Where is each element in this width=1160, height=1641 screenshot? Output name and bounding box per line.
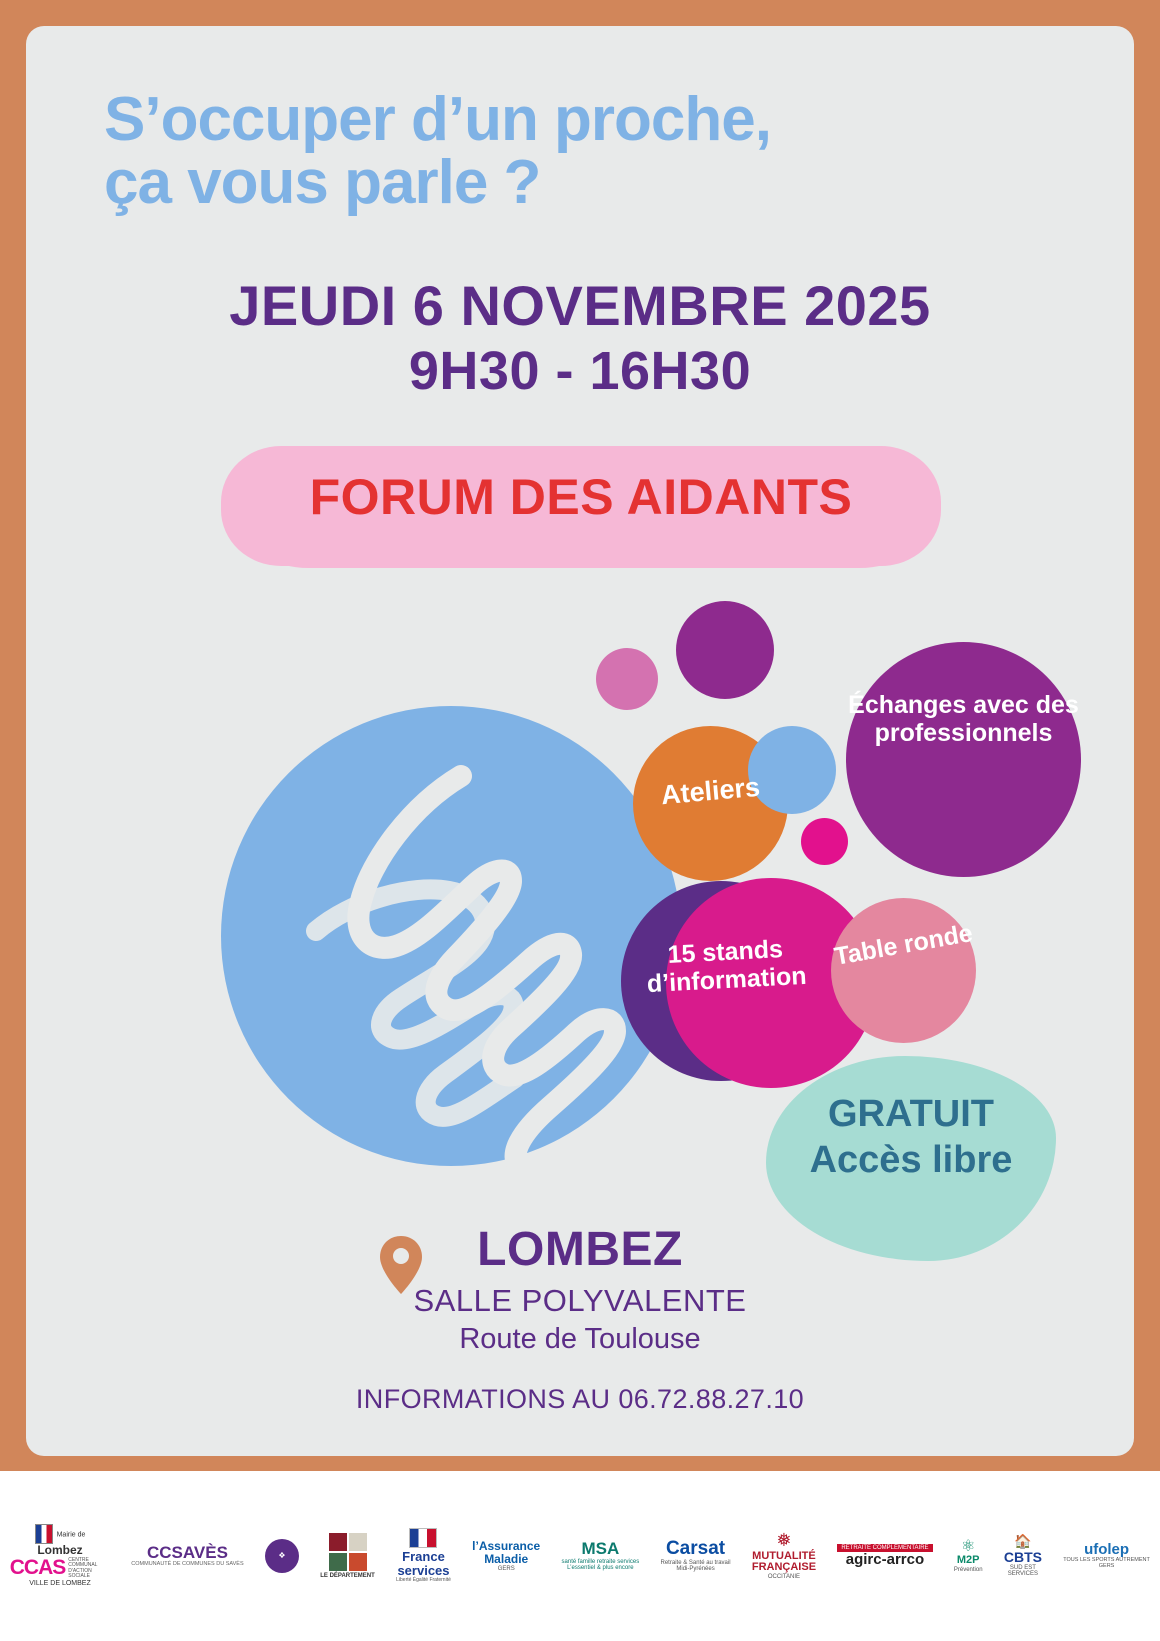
location-venue: SALLE POLYVALENTE — [413, 1282, 747, 1318]
bubble-label-stands: 15 stands d’information — [646, 935, 808, 999]
bubble-label-echanges: Échanges avec des professionnels — [848, 691, 1079, 747]
logo-services: services — [397, 1563, 450, 1579]
logo-ccas: CCAS — [9, 1556, 66, 1580]
logo-ufolep-region: GERS — [1098, 1563, 1115, 1570]
logo-msa-tag: L’essentiel & plus encore — [567, 1565, 634, 1572]
logo-ccsaves-sub: COMMUNAUTÉ DE COMMUNES DU SAVÈS — [131, 1561, 244, 1568]
logo-assurance-maladie — [472, 1540, 540, 1572]
event-time: 9H30 - 16H30 — [408, 341, 752, 402]
map-pin-icon — [378, 1234, 424, 1296]
logo-france: France — [402, 1549, 445, 1565]
headline-line-2: ça vous parle ? — [104, 148, 541, 218]
logo-francaise: FRANÇAISE — [751, 1561, 817, 1574]
logo-cbts-sub: SERVICES — [1007, 1571, 1039, 1578]
logo-mairie-de-lombez — [10, 1524, 110, 1587]
page-title — [104, 85, 1004, 218]
decorative-circle-pink-small — [596, 648, 658, 710]
decorative-circle-purple-top — [676, 601, 774, 699]
logo-gers-departement — [320, 1533, 375, 1579]
logo-ccsaves-name: CCSAVÈS — [147, 1542, 228, 1562]
logo-msa-sub: santé famille retraite services — [561, 1558, 640, 1565]
logo-ville-de-lombez: VILLE DE LOMBEZ — [29, 1580, 91, 1588]
forum-title: FORUM DES AIDANTS — [309, 469, 853, 525]
location-city: LOMBEZ — [477, 1223, 683, 1276]
logo-ameli-gers: GERS — [497, 1565, 515, 1572]
free-line-2: Accès libre — [809, 1139, 1013, 1182]
free-access-text — [766, 1091, 1056, 1184]
logo-ccsaves — [131, 1544, 243, 1568]
event-date: JEUDI 6 NOVEMBRE 2025 — [229, 274, 931, 337]
decorative-circle-magenta-dot — [801, 818, 848, 865]
gers-mosaic-icon — [329, 1533, 367, 1571]
forum-title-block — [221, 438, 941, 578]
logo-carsat-region: Midi-Pyrénées — [676, 1566, 715, 1573]
logo-agirc-bar: RETRAITE COMPLÉMENTAIRE — [837, 1544, 932, 1552]
logo-carsat-sub: Retraite & Santé au travail — [660, 1559, 731, 1566]
bubble-echanges — [846, 642, 1081, 877]
logo-cbts-region: SUD EST — [1009, 1564, 1036, 1571]
partner-logo-strip — [0, 1471, 1160, 1641]
logo-line-lombez: Lombez — [37, 1543, 83, 1558]
logo-m2p-prevention — [954, 1538, 983, 1574]
logo-line-mairie: Mairie de — [56, 1531, 86, 1539]
logo-mutualite-francaise — [752, 1531, 816, 1581]
free-line-1: GRATUIT — [827, 1093, 995, 1135]
logo-maladie: Maladie — [484, 1551, 529, 1566]
bubble-table-ronde — [831, 898, 976, 1043]
logo-mutualite: MUTUALITÉ — [752, 1549, 816, 1562]
logo-msa-name: MSA — [581, 1539, 620, 1559]
helping-hands-illustration — [211, 686, 691, 1186]
logo-m2p-name: M2P — [956, 1554, 980, 1567]
logo-ccas-sub: CENTRE COMMUNAL D'ACTION SOCIALE — [68, 1556, 98, 1580]
logo-agirc-arrco — [837, 1544, 932, 1569]
mutualite-icon: ❅ — [776, 1530, 792, 1551]
headline-line-1: S’occuper d’un proche, — [104, 85, 771, 154]
logo-gers-caption: LE DÉPARTEMENT — [320, 1572, 375, 1579]
bubble-label-ateliers: Ateliers — [659, 771, 762, 811]
logo-carsat-name: Carsat — [665, 1538, 726, 1560]
location-street: Route de Toulouse — [459, 1322, 701, 1355]
event-datetime — [26, 274, 1134, 406]
location-block — [26, 1224, 1134, 1356]
french-flag-icon — [409, 1528, 437, 1548]
cbts-icon: 🏠 — [1014, 1533, 1032, 1550]
bubble-label-table-ronde: Table ronde — [832, 919, 975, 971]
logo-devise: Liberté Égalité Fraternité — [396, 1577, 451, 1584]
logo-conference-des-financeurs — [265, 1539, 299, 1573]
logo-m2p-sub: Prévention — [953, 1567, 983, 1574]
logo-cbts-name: CBTS — [1003, 1548, 1042, 1565]
logo-ufolep-name: ufolep — [1084, 1540, 1130, 1558]
logo-agirc-name: agirc-arrco — [845, 1551, 925, 1569]
logo-msa — [562, 1540, 640, 1571]
contact-info: INFORMATIONS AU 06.72.88.27.10 — [355, 1384, 805, 1414]
logo-mutualite-region: OCCITANIE — [767, 1574, 801, 1581]
poster-inner — [26, 26, 1134, 1456]
logo-france-services — [396, 1528, 451, 1583]
crest-icon — [35, 1524, 53, 1544]
logo-assurance: l’Assurance — [472, 1538, 541, 1553]
conference-badge-icon: ❖ — [265, 1539, 299, 1573]
m2p-icon: ⚛ — [961, 1538, 976, 1556]
logo-cbts — [1004, 1534, 1042, 1577]
logo-ufolep-sub: TOUS LES SPORTS AUTREMENT — [1063, 1557, 1150, 1564]
graphic-area — [26, 586, 1134, 1266]
logo-ufolep — [1063, 1542, 1150, 1570]
logo-carsat — [661, 1539, 731, 1572]
